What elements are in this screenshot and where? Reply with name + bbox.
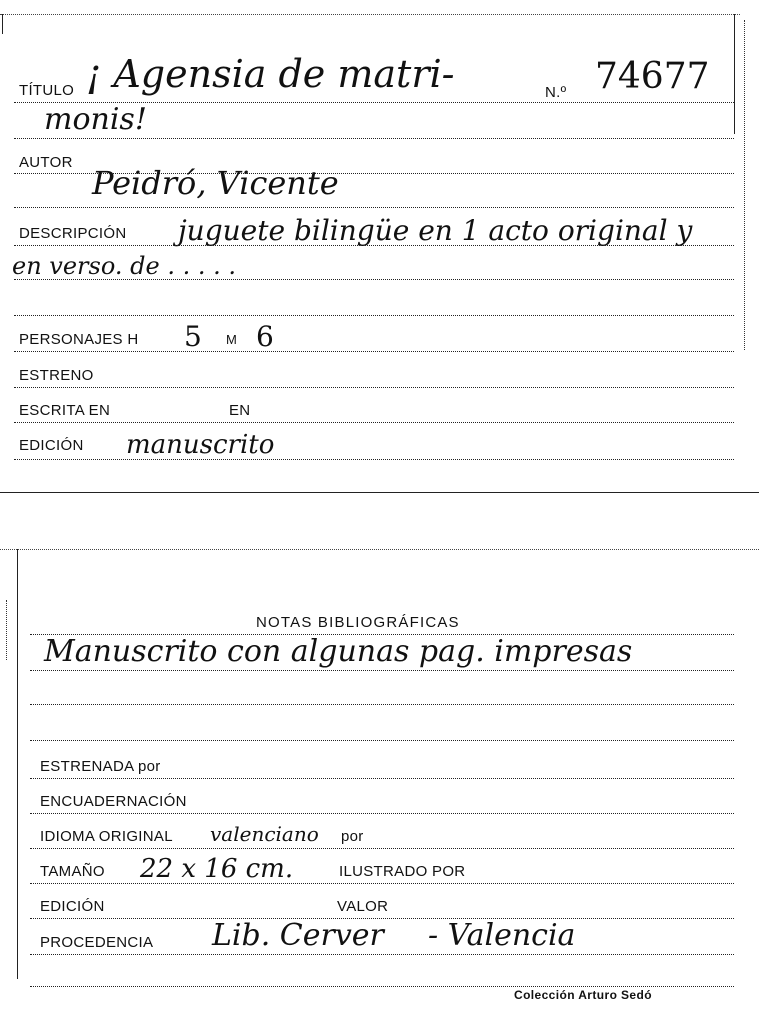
idioma-label: IDIOMA ORIGINAL bbox=[40, 828, 173, 845]
coleccion-footer: Colección Arturo Sedó bbox=[514, 988, 652, 1002]
top-card-left-edge bbox=[2, 14, 3, 34]
bottom-card-top-edge bbox=[0, 549, 759, 550]
personajes-h-value: 5 bbox=[184, 320, 202, 353]
notas-value: Manuscrito con algunas pag. impresas bbox=[44, 634, 633, 669]
procedencia-line-2 bbox=[30, 986, 734, 987]
notas-line-4 bbox=[30, 740, 734, 741]
top-card-right-edge-dots bbox=[744, 20, 745, 350]
autor-value: Peidró, Vicente bbox=[92, 164, 339, 202]
descripcion-label: DESCRIPCIÓN bbox=[19, 225, 127, 242]
escrita-line bbox=[14, 422, 734, 423]
bottom-card-left-edge bbox=[17, 549, 18, 979]
estreno-label: ESTRENO bbox=[19, 367, 94, 384]
numero-label: N.º bbox=[545, 84, 567, 101]
idioma-value: valenciano bbox=[210, 822, 319, 846]
descripcion-line bbox=[14, 245, 734, 246]
top-card-bottom-edge bbox=[0, 492, 759, 493]
procedencia-value-2: - Valencia bbox=[428, 918, 576, 953]
autor-label: AUTOR bbox=[19, 154, 73, 171]
idioma-line bbox=[30, 848, 734, 849]
edicion-label: EDICIÓN bbox=[19, 437, 84, 454]
ilustrado-label: ILUSTRADO POR bbox=[339, 863, 466, 880]
procedencia-label: PROCEDENCIA bbox=[40, 934, 154, 951]
titulo-line-2 bbox=[14, 138, 734, 139]
descripcion-value-line1: juguete bilingüe en 1 acto original y bbox=[178, 214, 693, 247]
procedencia-value-1: Lib. Cerver bbox=[212, 918, 384, 953]
personajes-m-value: 6 bbox=[256, 320, 274, 353]
edicion-value: manuscrito bbox=[126, 430, 275, 460]
edicion-line bbox=[14, 459, 734, 460]
descripcion-line-2 bbox=[14, 279, 734, 280]
notas-line-2 bbox=[30, 670, 734, 671]
notas-line-3 bbox=[30, 704, 734, 705]
titulo-label: TÍTULO bbox=[19, 82, 75, 99]
top-card-top-edge bbox=[0, 14, 740, 15]
escrita-en-label: ESCRITA EN bbox=[19, 402, 111, 419]
tamano-value: 22 x 16 cm. bbox=[140, 854, 294, 884]
tamano-line bbox=[30, 883, 734, 884]
autor-line-2 bbox=[14, 207, 734, 208]
procedencia-line bbox=[30, 954, 734, 955]
valor-label: VALOR bbox=[337, 898, 389, 915]
personajes-label: PERSONAJES H bbox=[19, 331, 139, 348]
notas-heading: NOTAS BIBLIOGRÁFICAS bbox=[256, 614, 460, 631]
encuadernacion-line bbox=[30, 813, 734, 814]
estrenada-label: ESTRENADA por bbox=[40, 758, 161, 775]
bottom-card-left-dots bbox=[6, 600, 7, 660]
encuadernacion-label: ENCUADERNACIÓN bbox=[40, 793, 187, 810]
descripcion-value-line2: en verso. de . . . . . bbox=[12, 252, 236, 280]
titulo-value-line1: ¡ Agensia de matri- bbox=[86, 52, 455, 96]
tamano-label: TAMAÑO bbox=[40, 863, 105, 880]
estreno-line bbox=[14, 387, 734, 388]
personajes-m-label: M bbox=[226, 332, 238, 347]
edicion-bottom-label: EDICIÓN bbox=[40, 898, 105, 915]
en-label: EN bbox=[229, 402, 251, 419]
estrenada-line bbox=[30, 778, 734, 779]
numero-value: 74677 bbox=[595, 56, 710, 97]
personajes-line bbox=[14, 351, 734, 352]
top-card-right-edge bbox=[734, 14, 735, 134]
titulo-value-line2: monis! bbox=[44, 102, 147, 137]
idioma-por: por bbox=[341, 828, 364, 845]
descripcion-line-3 bbox=[14, 315, 734, 316]
